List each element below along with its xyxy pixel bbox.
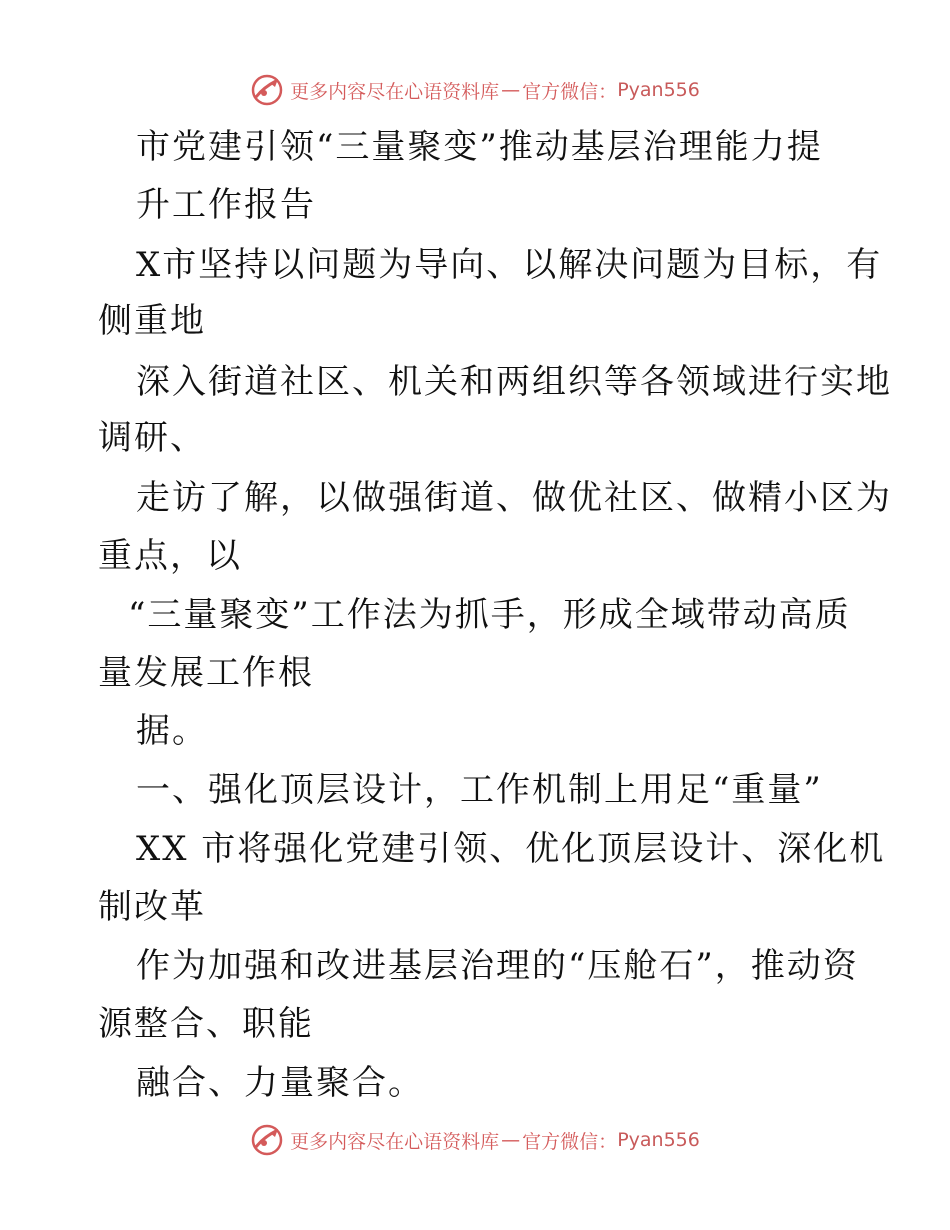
doc-title-line-2: 升工作报告 <box>136 185 316 225</box>
doc-line: 据。 <box>136 711 208 751</box>
pen-logo-icon <box>250 73 284 107</box>
doc-line: 融合、力量聚合。 <box>136 1063 424 1103</box>
doc-line: 量发展工作根 <box>98 653 314 693</box>
banner-main-text: 更多内容尽在心语资料库 <box>290 80 500 103</box>
doc-line: 源整合、职能 <box>98 1004 314 1044</box>
doc-line: 侧重地 <box>98 301 206 341</box>
banner-wechat-id: Pyan556 <box>617 79 700 101</box>
doc-title-line-1: 市党建引领“三量聚变”推动基层治理能力提 <box>136 127 823 167</box>
doc-line: 作为加强和改进基层治理的“压舱石”，推动资 <box>136 946 859 986</box>
watermark-banner-top <box>0 70 950 110</box>
doc-line: 深入街道社区、机关和两组织等各领域进行实地 <box>136 362 892 402</box>
doc-line: 调研、 <box>98 418 206 458</box>
doc-line: 走访了解，以做强街道、做优社区、做精小区为 <box>136 478 892 518</box>
banner-main-text: 更多内容尽在心语资料库 <box>290 1130 500 1153</box>
banner-wechat-id: Pyan556 <box>617 1129 700 1151</box>
banner-dash: — <box>501 79 521 101</box>
banner-dash: — <box>501 1129 521 1151</box>
section-heading-1: 一、强化顶层设计，工作机制上用足“重量” <box>136 770 823 810</box>
doc-line: X市坚持以问题为导向、以解决问题为目标，有 <box>136 245 883 285</box>
doc-line: 重点，以 <box>98 536 242 576</box>
banner-official-text: 官方微信： <box>522 80 618 103</box>
doc-line: XX 市将强化党建引领、优化顶层设计、深化机 <box>136 829 886 869</box>
banner-official-text: 官方微信： <box>522 1130 618 1153</box>
doc-line: 制改革 <box>98 887 206 927</box>
pen-logo-icon <box>250 1123 284 1157</box>
watermark-banner-bottom <box>0 1120 950 1160</box>
doc-line: “三量聚变”工作法为抓手，形成全域带动高质 <box>128 595 851 635</box>
